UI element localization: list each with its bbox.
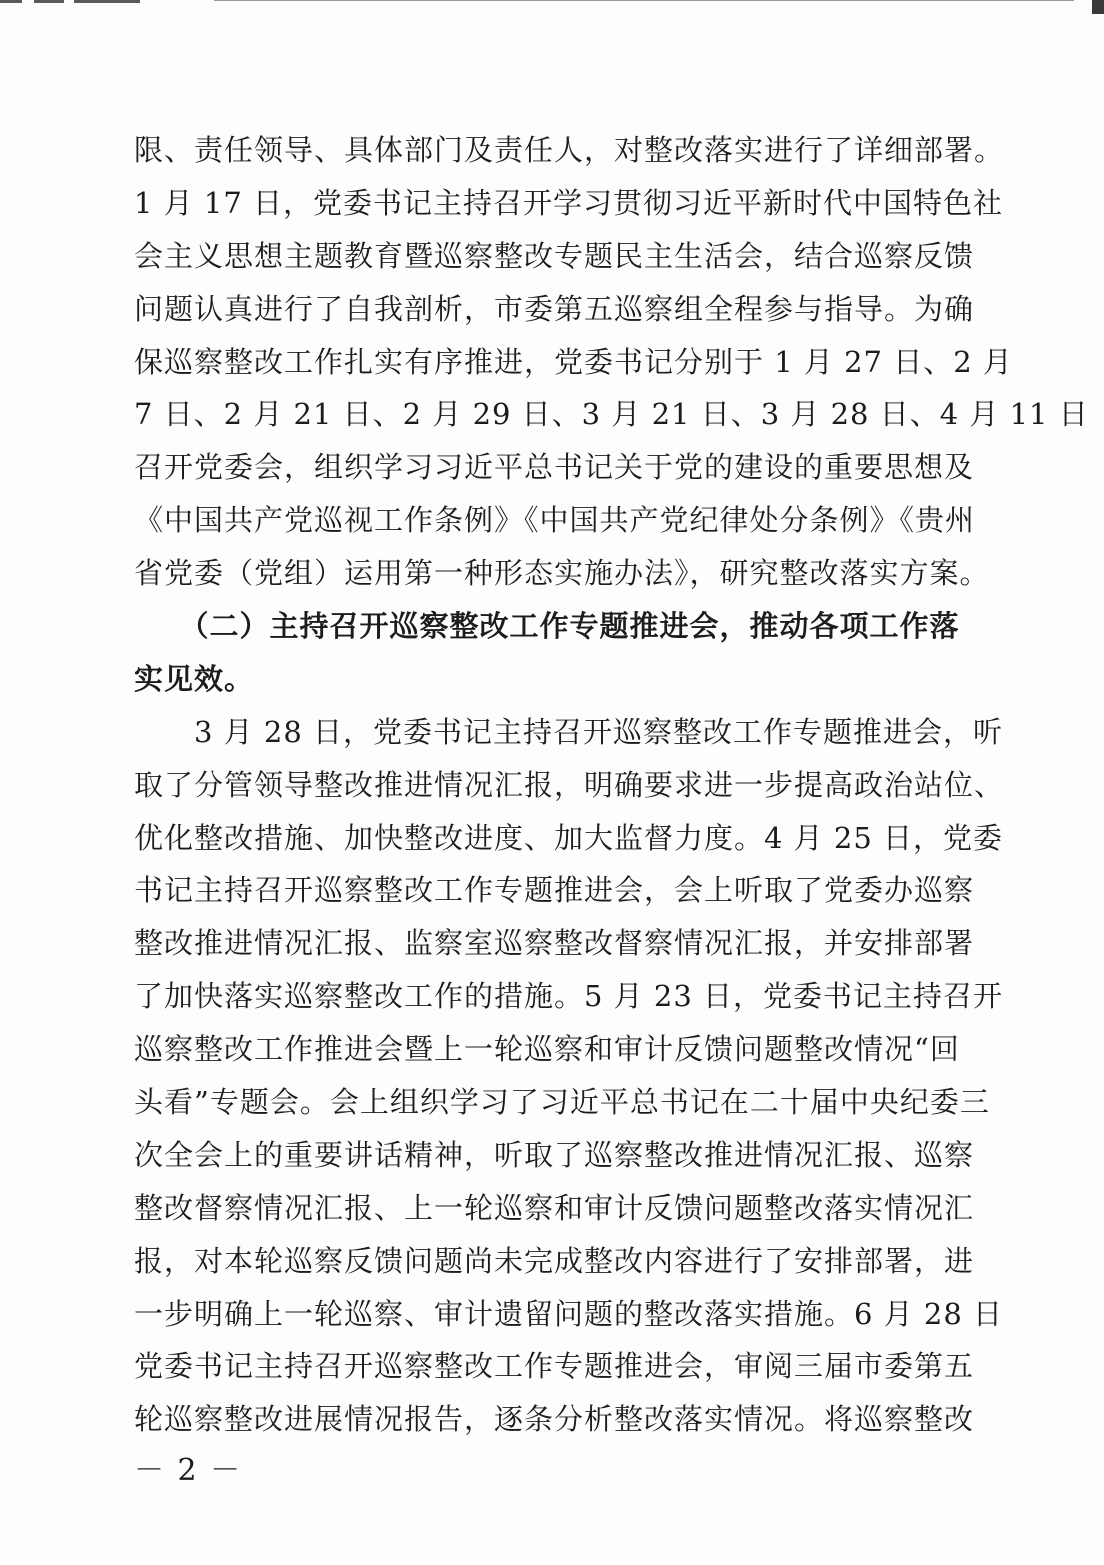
text-line: （二）主持召开巡察整改工作专题推进会，推动各项工作落 <box>134 609 960 644</box>
body-text <box>134 124 1089 1446</box>
text-line: 实见效。 <box>134 661 255 696</box>
text-line: 《中国共产党巡视工作条例》《中国共产党纪律处分条例》《贵州 <box>134 503 976 538</box>
text-line: 3 月 28 日，党委书记主持召开巡察整改工作专题推进会，听 <box>134 714 1004 749</box>
text-line: 轮巡察整改进展情况报告，逐条分析整改落实情况。将巡察整改 <box>134 1402 975 1437</box>
text-line: 会主义思想主题教育暨巡察整改专题民主生活会，结合巡察反馈 <box>134 238 975 273</box>
text-line: 问题认真进行了自我剖析，市委第五巡察组全程参与指导。为确 <box>134 291 975 326</box>
text-line: 党委书记主持召开巡察整改工作专题推进会，审阅三届市委第五 <box>134 1349 975 1384</box>
text-line: 优化整改措施、加快整改进度、加大监督力度。4 月 25 日，党委 <box>134 820 1004 855</box>
page-number: － 2 － <box>134 1453 243 1488</box>
text-line: 1 月 17 日，党委书记主持召开学习贯彻习近平新时代中国特色社 <box>134 185 1004 220</box>
text-line: 保巡察整改工作扎实有序推进，党委书记分别于 1 月 27 日、2 月 <box>134 344 1013 379</box>
text-line: 次全会上的重要讲话精神，听取了巡察整改推进情况汇报、巡察 <box>134 1137 975 1172</box>
text-line: 取了分管领导整改推进情况汇报，明确要求进一步提高政治站位、 <box>134 767 1005 802</box>
scan-top-edge <box>0 0 1104 4</box>
text-line: 省党委（党组）运用第一种形态实施办法》，研究整改落实方案。 <box>134 556 990 591</box>
text-line: 整改督察情况汇报、上一轮巡察和审计反馈问题整改落实情况汇 <box>134 1190 975 1225</box>
text-line: 一步明确上一轮巡察、审计遗留问题的整改落实措施。6 月 28 日 <box>134 1296 1004 1331</box>
text-line: 整改推进情况汇报、监察室巡察整改督察情况汇报，并安排部署 <box>134 926 975 961</box>
text-line: 7 日、2 月 21 日、2 月 29 日、3 月 21 日、3 月 28 日、4 月 11 日 <box>134 397 1089 432</box>
text-line: 召开党委会，组织学习习近平总书记关于党的建设的重要思想及 <box>134 450 975 485</box>
text-line: 报，对本轮巡察反馈问题尚未完成整改内容进行了安排部署，进 <box>134 1243 975 1278</box>
text-line: 了加快落实巡察整改工作的措施。5 月 23 日，党委书记主持召开 <box>134 979 1004 1014</box>
scan-corner-mark <box>1092 0 1104 14</box>
text-line: 巡察整改工作推进会暨上一轮巡察和审计反馈问题整改情况“回 <box>134 1032 960 1067</box>
text-line: 书记主持召开巡察整改工作专题推进会，会上听取了党委办巡察 <box>134 873 975 908</box>
text-line: 限、责任领导、具体部门及责任人，对整改落实进行了详细部署。 <box>134 133 1005 167</box>
text-line: 头看”专题会。会上组织学习了习近平总书记在二十届中央纪委三 <box>134 1085 990 1120</box>
